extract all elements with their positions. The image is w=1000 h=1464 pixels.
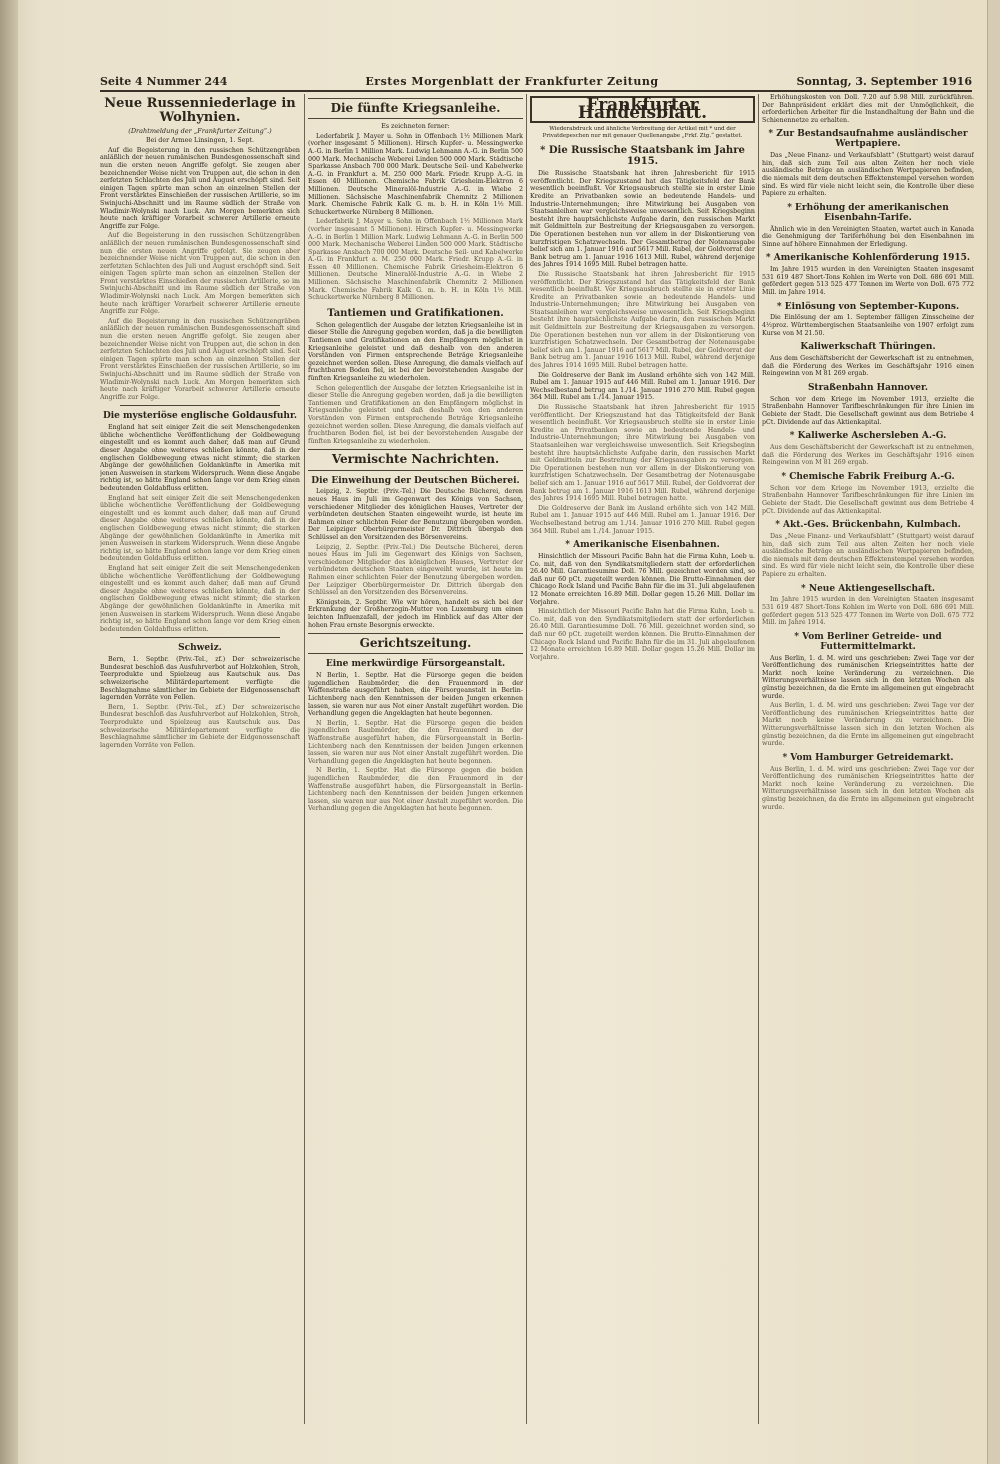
article-headline: * Chemische Fabrik Freiburg A.-G.	[781, 471, 955, 482]
article-headline: * Amerikanische Eisenbahnen.	[565, 540, 720, 551]
article-headline: * Erhöhung der amerikanischen Eisenbahn-Tarife.	[787, 202, 949, 223]
article-headline: Die mysteriöse englische Goldausfuhr.	[102, 411, 298, 422]
article-body: Die Goldreserve der Bank im Ausland erhöhte sich von 142 Mill. Rubel am 1. Januar 1915 auf 446 Mill. Rubel am 1. Januar 1916. Der Wechselbestand betrug am 1./14. Januar 1916 270 Mill. Rubel gegen 364 Mill. Rubel am 1./14. Januar 1915.	[530, 371, 755, 402]
article-body: Aus Berlin, 1. d. M. wird uns geschrieben: Zwei Tage vor der Veröffentlichung des rumänischen Kriegseintrittes hatte der Markt noch keine Veränderung zu verzeichnen. Die Witterungsverhältnisse lassen sich in den letzten Wochen als günstig bezeichnen, da die Ernte im allgemeinen gut eingebracht wurde.	[762, 702, 974, 748]
article-body: N Berlin, 1. Septbr. Hat die Fürsorge gegen die beiden jugendlichen Raubmörder, die den Frauenmord in der Waffenstraße ausgeführt haben, die Fürsorgeanstalt in Berlin-Lichtenberg nach den Kenntnissen der beiden Jungen erkennen lassen, sie waren nur aus Not einer Anstalt zugeführt worden. Die Verhandlung gegen die Angeklagten hat heute begonnen.	[308, 767, 523, 813]
article-body: England hat seit einiger Zeit die seit Menschengedenken übliche wöchentliche Veröffentlichung der Goldbewegung eingestellt und es kommt auch daher, daß man auf Grund dieser Angabe ohne weiteres schließen könnte, daß in der englischen Goldbewegung etwas nicht stimmt; die starken Abgänge der gewöhnlichen Goldankünfte in Amerika mit jenen Ausweisen in starkem Widerspruch. Wenn diese Angabe richtig ist, so hätte England schon lange vor dem Krieg einen bedeutenden Goldabfluss erlitten.	[100, 564, 300, 633]
article-body: Schon vor dem Kriege im November 1913, erzielte die Straßenbahn Hannover Tarifbeschränkungen für ihre Linien im Gebiete der Stadt. Die Gesellschaft gewinnt aus dem Betriebe 4 pCt. Dividende auf das Aktienkapital.	[762, 395, 974, 426]
article-body: Die Russische Staatsbank hat ihren Jahresbericht für 1915 veröffentlicht. Der Kriegszustand hat das Tätigkeitsfeld der Bank wesentlich beeinflußt. Vor Kriegsausbruch stellte sie in erster Linie Kredite an Privatbanken sowie an bedeutende Handels- und Industrie-Unternehmungen; ihre Mitwirkung bei Ausgaben von Staatsanleihen war vergleichsweise unwesentlich. Seit Kriegsbeginn besteht ihre hauptsächlichste Aufgabe darin, den russischen Markt mit Geldmitteln zur Bestreitung der Kriegsausgaben zu versorgen. Die Operationen bestehen nun vor allem in der Diskontierung von kurzfristigen Schatzwechseln. Der Gesamtbetrag der Notenausgabe belief sich am 1. Januar 1916 auf 5617 Mill. Rubel, der Goldvorrat der Bank betrug am 1. Januar 1916 1613 Mill. Rubel, während derjenige des Jahres 1914 1695 Mill. Rubel betragen hatte.	[530, 270, 755, 370]
column-rule	[304, 94, 305, 1424]
article-body: Bern, 1. Septbr. (Priv.-Tel., zf.) Der schweizerische Bundesrat beschloß das Ausfuhrverbot auf Holzkohlen, Stroh, Teerprodukte und Spielzeug aus Kautschuk aus. Das schweizerische Militärdepartement verfügte die Beschlagnahme sämtlicher im Gebiete der Eidgenossenschaft lagernden Vorräte von Fellen.	[100, 703, 300, 749]
header-left: Seite 4 Nummer 244	[100, 74, 228, 88]
article-headline: * Kaliwerke Aschersleben A.-G.	[789, 431, 947, 442]
article-body: Die Goldreserve der Bank im Ausland erhöhte sich von 142 Mill. Rubel am 1. Januar 1915 auf 446 Mill. Rubel am 1. Januar 1916. Der Wechselbestand betrug am 1./14. Januar 1916 270 Mill. Rubel gegen 364 Mill. Rubel am 1./14. Januar 1915.	[530, 504, 755, 535]
article-body: Leipzig, 2. Septbr. (Priv.-Tel.) Die Deutsche Bücherei, deren neues Haus im Juli im Gegenwart des Königs von Sachsen, verschiedener Mitglieder des königlichen Hauses, Vertreter der verbündeten deutschen Staaten eingeweiht wurde, ist heute im Rahmen einer schlichten Feier der Benutzung übergeben worden. Der Leipziger Oberbürgermeister Dr. Dittrich übergab den Schlüssel an den Vorsitzenden des Börsenvereins.	[308, 543, 523, 597]
binding-strip	[0, 0, 18, 1464]
column-4	[762, 94, 974, 1424]
column-1	[100, 94, 300, 1424]
article-body: Ähnlich wie in den Vereinigten Staaten, wartet auch in Kanada die Genehmigung der Tariferhöhung bei den Eisenbahnen im Sinne auf höhere Einnahmen der Erledigung.	[762, 225, 974, 248]
article-headline: * Amerikanische Kohlenförderung 1915.	[765, 253, 971, 264]
article-headline: * Akt.-Ges. Brückenbahn, Kulmbach.	[775, 520, 961, 531]
article-headline: Neue Russenniederlage in Wolhynien.	[104, 96, 296, 126]
column-3	[530, 94, 755, 1424]
article-body: Königstein, 2. Septbr. Wie wir hören, handelt es sich bei der Erkrankung der Großherzogin-Mutter von Luxemburg um einen leichten Influenzafall, der jedoch im Hinblick auf das Alter der hohen Frau ernste Besorgnis erweckte.	[308, 598, 523, 629]
article-byline: Bei der Armee Linsingen, 1. Sept.	[145, 137, 255, 145]
article-body: Aus dem Geschäftsbericht der Gewerkschaft ist zu entnehmen, daß die Förderung des Werkes im Geschäftsjahr 1916 einen Reingewinn von M 81 269 ergab.	[762, 444, 974, 467]
article-body: Auf die Begeisterung in den russischen Schützengräben anläßlich der neuen rumänischen Bundesgenossenschaft sind nun die ersten neuen Angriffe gefolgt. Sie zeugen aber bezeichnender Weise nicht von Truppen aut, die schon in den zerfetzten Schlachten des Juli und August erschöpft sind. Seit einigen Tagen spürte man schon an einzelnen Stellen der Front verstärktes Einschießen der russischen Artillerie, so im Swinjuchi-Abschnitt und im Raume südlich der Straße von Wladimir-Wolynski nach Luck. Am Morgen bemerkten sich heute nach kräftiger Vorarbeit schwerer Artillerie erneute Angriffe zur Folge.	[100, 146, 300, 230]
article-body: England hat seit einiger Zeit die seit Menschengedenken übliche wöchentliche Veröffentlichung der Goldbewegung eingestellt und es kommt auch daher, daß man auf Grund dieser Angabe ohne weiteres schließen könnte, daß in der englischen Goldbewegung etwas nicht stimmt; die starken Abgänge der gewöhnlichen Goldankünfte in Amerika mit jenen Ausweisen in starkem Widerspruch. Wenn diese Angabe richtig ist, so hätte England schon lange vor dem Krieg einen bedeutenden Goldabfluss erlitten.	[100, 424, 300, 493]
article-body: Auf die Begeisterung in den russischen Schützengräben anläßlich der neuen rumänischen Bundesgenossenschaft sind nun die ersten neuen Angriffe gefolgt. Sie zeugen aber bezeichnender Weise nicht von Truppen aut, die schon in den zerfetzten Schlachten des Juli und August erschöpft sind. Seit einigen Tagen spürte man schon an einzelnen Stellen der Front verstärktes Einschießen der russischen Artillerie, so im Swinjuchi-Abschnitt und im Raume südlich der Straße von Wladimir-Wolynski nach Luck. Am Morgen bemerkten sich heute nach kräftiger Vorarbeit schwerer Artillerie erneute Angriffe zur Folge.	[100, 232, 300, 316]
article-body: N Berlin, 1. Septbr. Hat die Fürsorge gegen die beiden jugendlichen Raubmörder, die den Frauenmord in der Waffenstraße ausgeführt haben, die Fürsorgeanstalt in Berlin-Lichtenberg nach den Kenntnissen der beiden Jungen erkennen lassen, sie waren nur aus Not einer Anstalt zugeführt worden. Die Verhandlung gegen die Angeklagten hat heute begonnen.	[308, 672, 523, 718]
article-headline: * Die Russische Staatsbank im Jahre 1915.	[540, 145, 745, 168]
article-headline: Die Einweihung der Deutschen Bücherei.	[311, 475, 520, 486]
article-headline: * Vom Berliner Getreide- und Futtermittelmarkt.	[794, 631, 942, 652]
column-rule	[758, 94, 759, 1424]
header-center: Erstes Morgenblatt der Frankfurter Zeitung	[365, 74, 659, 88]
article-headline: * Einlösung von September-Kupons.	[776, 301, 960, 312]
article-body: Schon vor dem Kriege im November 1913, erzielte die Straßenbahn Hannover Tarifbeschränkungen für ihre Linien im Gebiete der Stadt. Die Gesellschaft gewinnt aus dem Betriebe 4 pCt. Dividende auf das Aktienkapital.	[762, 484, 974, 515]
article-headline: Die fünfte Kriegsanleihe.	[308, 98, 523, 119]
masthead-note: Wiederabdruck und ähnliche Verbreitung der Artikel mit * und der Privatdepeschen nur mit genauer Quellenangabe „Frkf. Ztg.“ gestattet.	[542, 126, 743, 139]
article-body: Aus dem Geschäftsbericht der Gewerkschaft ist zu entnehmen, daß die Förderung des Werkes im Geschäftsjahr 1916 einen Reingewinn von M 81 269 ergab.	[762, 355, 974, 378]
article-headline: Kaliwerkschaft Thüringen.	[800, 342, 936, 353]
article-body: Aus Berlin, 1. d. M. wird uns geschrieben: Zwei Tage vor der Veröffentlichung des rumänischen Kriegseintrittes hatte der Markt noch keine Veränderung zu verzeichnen. Die Witterungsverhältnisse lassen sich in den letzten Wochen als günstig bezeichnen, da die Ernte im allgemeinen gut eingebracht wurde.	[762, 765, 974, 811]
column-2	[308, 94, 523, 1424]
article-headline: Gerichtszeitung.	[308, 633, 523, 654]
article-body: Die Russische Staatsbank hat ihren Jahresbericht für 1915 veröffentlicht. Der Kriegszustand hat das Tätigkeitsfeld der Bank wesentlich beeinflußt. Vor Kriegsausbruch stellte sie in erster Linie Kredite an Privatbanken sowie an bedeutende Handels- und Industrie-Unternehmungen; ihre Mitwirkung bei Ausgaben von Staatsanleihen war vergleichsweise unwesentlich. Seit Kriegsbeginn besteht ihre hauptsächlichste Aufgabe darin, den russischen Markt mit Geldmitteln zur Bestreitung der Kriegsausgaben zu versorgen. Die Operationen bestehen nun vor allem in der Diskontierung von kurzfristigen Schatzwechseln. Der Gesamtbetrag der Notenausgabe belief sich am 1. Januar 1916 auf 5617 Mill. Rubel, der Goldvorrat der Bank betrug am 1. Januar 1916 1613 Mill. Rubel, während derjenige des Jahres 1914 1695 Mill. Rubel betragen hatte.	[530, 170, 755, 269]
article-body: N Berlin, 1. Septbr. Hat die Fürsorge gegen die beiden jugendlichen Raubmörder, die den Frauenmord in der Waffenstraße ausgeführt haben, die Fürsorgeanstalt in Berlin-Lichtenberg nach den Kenntnissen der beiden Jungen erkennen lassen, sie waren nur aus Not einer Anstalt zugeführt worden. Die Verhandlung gegen die Angeklagten hat heute begonnen.	[308, 719, 523, 765]
article-headline: * Zur Bestandsaufnahme ausländischer Wertpapiere.	[768, 129, 968, 150]
article-body: Lederfabrik J. Mayer u. Sohn in Offenbach 1½ Millionen Mark (vorher insgesamt 5 Millionen). Hirsch Kupfer- u. Messingwerke A.-G. in Berlin 1 Million Mark. Ludwig Lehmann A.-G. in Berlin 500 000 Mark. Mechanische Weberei Linden 500 000 Mark. Städtische Sparkasse Ansbach 700 000 Mark. Deutsche Seil- und Kabelwerke A.-G. in Frankfurt a. M. 250 000 Mark. Friedr. Krupp A.-G. in Essen 40 Millionen. Chemische Fabrik Griesheim-Elektron 6 Millionen. Deutsche Mineralöl-Industrie A.-G. in Wiebe 2 Millionen. Sächsische Maschinenfabrik Chemnitz 2 Millionen Mark. Chemische Fabrik Kalk G. m. b. H. in Köln 1½ Mill. Schuckertwerke Nürnberg 8 Millionen.	[308, 218, 523, 302]
article-body: Lederfabrik J. Mayer u. Sohn in Offenbach 1½ Millionen Mark (vorher insgesamt 5 Millionen). Hirsch Kupfer- u. Messingwerke A.-G. in Berlin 1 Million Mark. Ludwig Lehmann A.-G. in Berlin 500 000 Mark. Mechanische Weberei Linden 500 000 Mark. Städtische Sparkasse Ansbach 700 000 Mark. Deutsche Seil- und Kabelwerke A.-G. in Frankfurt a. M. 250 000 Mark. Friedr. Krupp A.-G. in Essen 40 Millionen. Chemische Fabrik Griesheim-Elektron 6 Millionen. Deutsche Mineralöl-Industrie A.-G. in Wiebe 2 Millionen. Sächsische Maschinenfabrik Chemnitz 2 Millionen Mark. Chemische Fabrik Kalk G. m. b. H. in Köln 1½ Mill. Schuckertwerke Nürnberg 8 Millionen.	[308, 132, 523, 216]
next-page-edge	[987, 0, 1000, 1464]
article-headline: Eine merkwürdige Fürsorgeanstalt.	[325, 659, 506, 670]
page-header	[100, 72, 972, 92]
article-body: Die Einlösung der am 1. September fälligen Zinsscheine der 4½proz. Württembergischen Staatsanleihe von 1907 erfolgt zum Kurse von M 21.50.	[762, 314, 974, 337]
article-body: Im Jahre 1915 wurden in den Vereinigten Staaten insgesamt 531 619 487 Short-Tons Kohlen im Werte von Doll. 686 691 Mill. gefördert gegen 513 525 477 Tonnen im Werte von Doll. 675 772 Mill. im Jahre 1914.	[762, 596, 974, 627]
column-rule	[526, 94, 527, 1424]
article-body: Schon gelegentlich der Ausgabe der letzten Kriegsanleihe ist in dieser Stelle die Anregung gegeben worden, daß ja die bewilligten Tantiemen und Gratifikationen an den Empfängern möglichst in Kriegsanleihe geleistet und daß deshalb von den anderen Vorständen von Firmen entsprechende Beträge Kriegsanleihe gezeichnet werden sollen. Diese Anregung, die damals vielfach auf fruchtbaren Boden fiel, ist bei der bevorstehenden Ausgabe der fünften Kriegsanleihe zu wiederholen.	[308, 321, 523, 382]
article-body: Bern, 1. Septbr. (Priv.-Tel., zf.) Der schweizerische Bundesrat beschloß das Ausfuhrverbot auf Holzkohlen, Stroh, Teerprodukte und Spielzeug aus Kautschuk aus. Das schweizerische Militärdepartement verfügte die Beschlagnahme sämtlicher im Gebiete der Eidgenossenschaft lagernden Vorräte von Fellen.	[100, 656, 300, 702]
article-body: Hinsichtlich der Missouri Pacific Bahn hat die Firma Kuhn, Loeb u. Co. mit, daß von den Syndikatsmitgliedern statt der erforderlichen 26.40 Mill. Garantiesumme Doll. 76 Mill. gezeichnet worden sind, so daß nur 60 pCt. zugeteilt werden können. Die Brutto-Einnahmen der Chicago Rock Island und Pacific Bahn für die im 31. Juli abgelaufenen 12 Monate erreichten 16.89 Mill. Dollar gegen 15.26 Mill. Dollar im Vorjahre.	[530, 552, 755, 606]
article-body: Das „Neue Finanz- und Verkaufsblatt“ (Stuttgart) weist darauf hin, daß sich zum Teil aus alten Zeiten her noch viele ausländische Beträge an ausländischen Wertpapieren befinden, die niemals mit dem deutschen Effektenstempel versehen worden sind. Es wird für viele nicht leicht sein, die Kontrolle über diese Papiere zu erhalten.	[762, 532, 974, 578]
article-byline: Es zeichneten ferner:	[381, 123, 450, 131]
article-body: Erhöhungskosten von Doll. 7.20 auf 5.98 Mill. zurückführen. Der Bahnpräsident erklärt dies mit der Unmöglichkeit, die erforderlichen Arbeiter für die Instandhaltung der Bahn und die Schienennetze zu erhalten.	[762, 94, 974, 124]
article-headline: Straßenbahn Hannover.	[807, 382, 929, 393]
article-body: Die Russische Staatsbank hat ihren Jahresbericht für 1915 veröffentlicht. Der Kriegszustand hat das Tätigkeitsfeld der Bank wesentlich beeinflußt. Vor Kriegsausbruch stellte sie in erster Linie Kredite an Privatbanken sowie an bedeutende Handels- und Industrie-Unternehmungen; ihre Mitwirkung bei Ausgaben von Staatsanleihen war vergleichsweise unwesentlich. Seit Kriegsbeginn besteht ihre hauptsächlichste Aufgabe darin, den russischen Markt mit Geldmitteln zur Bestreitung der Kriegsausgaben zu versorgen. Die Operationen bestehen nun vor allem in der Diskontierung von kurzfristigen Schatzwechseln. Der Gesamtbetrag der Notenausgabe belief sich am 1. Januar 1916 auf 5617 Mill. Rubel, der Goldvorrat der Bank betrug am 1. Januar 1916 1613 Mill. Rubel, während derjenige des Jahres 1914 1695 Mill. Rubel betragen hatte.	[530, 404, 755, 503]
article-body: England hat seit einiger Zeit die seit Menschengedenken übliche wöchentliche Veröffentlichung der Goldbewegung eingestellt und es kommt auch daher, daß man auf Grund dieser Angabe ohne weiteres schließen könnte, daß in der englischen Goldbewegung etwas nicht stimmt; die starken Abgänge der gewöhnlichen Goldankünfte in Amerika mit jenen Ausweisen in starkem Widerspruch. Wenn diese Angabe richtig ist, so hätte England schon lange vor dem Krieg einen bedeutenden Goldabfluss erlitten.	[100, 494, 300, 563]
article-body: Im Jahre 1915 wurden in den Vereinigten Staaten insgesamt 531 619 487 Short-Tons Kohlen im Werte von Doll. 686 691 Mill. gefördert gegen 513 525 477 Tonnen im Werte von Doll. 675 772 Mill. im Jahre 1914.	[762, 266, 974, 296]
article-body: Schon gelegentlich der Ausgabe der letzten Kriegsanleihe ist in dieser Stelle die Anregung gegeben worden, daß ja die bewilligten Tantiemen und Gratifikationen an den Empfängern möglichst in Kriegsanleihe geleistet und daß deshalb von den anderen Vorständen von Firmen entsprechende Beträge Kriegsanleihe gezeichnet werden sollen. Diese Anregung, die damals vielfach auf fruchtbaren Boden fiel, ist bei der bevorstehenden Ausgabe der fünften Kriegsanleihe zu wiederholen.	[308, 384, 523, 445]
article-headline: Tantiemen und Gratifikationen.	[327, 307, 504, 319]
header-right: Sonntag, 3. September 1916	[796, 74, 972, 88]
article-headline: * Vom Hamburger Getreidemarkt.	[782, 752, 954, 763]
masthead: Frankfurter Handelsblatt.	[530, 96, 755, 123]
article-headline: Vermischte Nachrichten.	[308, 449, 523, 470]
article-headline: * Neue Aktiengesellschaft.	[801, 583, 935, 594]
article-body: Hinsichtlich der Missouri Pacific Bahn hat die Firma Kuhn, Loeb u. Co. mit, daß von den Syndikatsmitgliedern statt der erforderlichen 26.40 Mill. Garantiesumme Doll. 76 Mill. gezeichnet worden sind, so daß nur 60 pCt. zugeteilt werden können. Die Brutto-Einnahmen der Chicago Rock Island und Pacific Bahn für die im 31. Juli abgelaufenen 12 Monate erreichten 16.89 Mill. Dollar gegen 15.26 Mill. Dollar im Vorjahre.	[530, 608, 755, 661]
article-body: Auf die Begeisterung in den russischen Schützengräben anläßlich der neuen rumänischen Bundesgenossenschaft sind nun die ersten neuen Angriffe gefolgt. Sie zeugen aber bezeichnender Weise nicht von Truppen aut, die schon in den zerfetzten Schlachten des Juli und August erschöpft sind. Seit einigen Tagen spürte man schon an einzelnen Stellen der Front verstärktes Einschießen der russischen Artillerie, so im Swinjuchi-Abschnitt und im Raume südlich der Straße von Wladimir-Wolynski nach Luck. Am Morgen bemerkten sich heute nach kräftiger Vorarbeit schwerer Artillerie erneute Angriffe zur Folge.	[100, 317, 300, 401]
article-body: Leipzig, 2. Septbr. (Priv.-Tel.) Die Deutsche Bücherei, deren neues Haus im Juli im Gegenwart des Königs von Sachsen, verschiedener Mitglieder des königlichen Hauses, Vertreter der verbündeten deutschen Staaten eingeweiht wurde, ist heute im Rahmen einer schlichten Feier der Benutzung übergeben worden. Der Leipziger Oberbürgermeister Dr. Dittrich übergab den Schlüssel an den Vorsitzenden des Börsenvereins.	[308, 488, 523, 541]
article-subline: (Drahtmeldung der „Frankfurter Zeitung“.)	[128, 126, 272, 135]
article-body: Das „Neue Finanz- und Verkaufsblatt“ (Stuttgart) weist darauf hin, daß sich zum Teil aus alten Zeiten her noch viele ausländische Beträge an ausländischen Wertpapieren befinden, die niemals mit dem deutschen Effektenstempel versehen worden sind. Es wird für viele nicht leicht sein, die Kontrolle über diese Papiere zu erhalten.	[762, 152, 974, 198]
divider	[120, 637, 280, 638]
article-body: Aus Berlin, 1. d. M. wird uns geschrieben: Zwei Tage vor der Veröffentlichung des rumänischen Kriegseintrittes hatte der Markt noch keine Veränderung zu verzeichnen. Die Witterungsverhältnisse lassen sich in den letzten Wochen als günstig bezeichnen, da die Ernte im allgemeinen gut eingebracht wurde.	[762, 654, 974, 700]
article-headline: Schweiz.	[178, 643, 222, 654]
divider	[120, 405, 280, 406]
